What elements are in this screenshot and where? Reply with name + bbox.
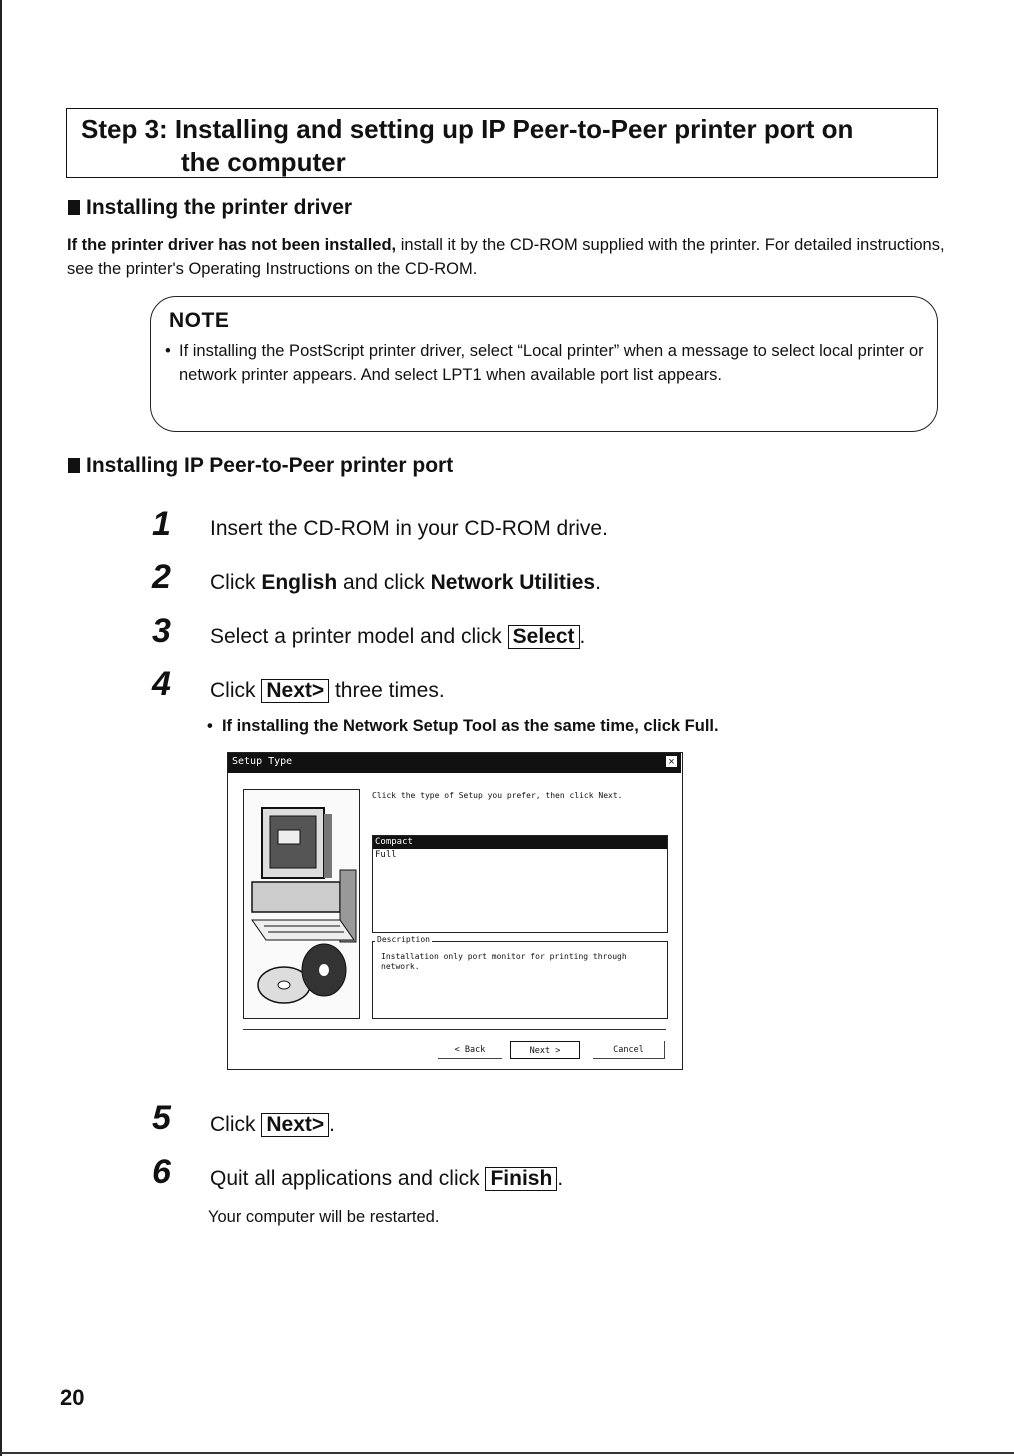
square-bullet-icon <box>68 458 80 473</box>
note-box <box>150 296 938 432</box>
next-key-label: Next> <box>261 1113 329 1137</box>
para-bold-text: If the printer driver has not been installed, <box>67 236 397 254</box>
dialog-instruction: Click the type of Setup you prefer, then click Next. <box>372 791 623 800</box>
description-label: Description <box>377 935 430 944</box>
step-text-part: three times. <box>329 679 445 702</box>
driver-paragraph <box>67 233 947 281</box>
next-button[interactable]: Next > <box>510 1041 580 1059</box>
list-item-compact[interactable]: Compact <box>373 836 667 849</box>
step-number: 5 <box>152 1099 171 1137</box>
step-number: 3 <box>152 612 171 650</box>
note-text: If installing the PostScript printer driver, select “Local printer” when a message to select local printer or network printer appears. And select LPT1 when available port list appears. <box>179 342 924 384</box>
step-text <box>210 571 601 595</box>
dialog-titlebar <box>228 753 681 773</box>
square-bullet-icon <box>68 200 80 215</box>
step-number: 2 <box>152 558 171 596</box>
note-title: NOTE <box>169 309 230 332</box>
step-text: Insert the CD-ROM in your CD-ROM drive. <box>210 517 608 540</box>
section-heading-text: Installing the printer driver <box>86 196 353 219</box>
computer-cd-illustration <box>244 790 359 1018</box>
step-text-part: . <box>557 1167 564 1190</box>
note-content <box>165 339 925 387</box>
step-title-line1: Step 3: Installing and setting up IP Peer-to-Peer printer port on <box>81 114 854 144</box>
step-bold-network-utilities: Network Utilities <box>430 571 596 594</box>
step-text-part: . <box>595 571 601 594</box>
section-heading-text: Installing IP Peer-to-Peer printer port <box>86 454 454 477</box>
step-text <box>210 679 445 703</box>
cancel-button[interactable]: Cancel <box>593 1041 665 1059</box>
sub-bullet-full: • If installing the Network Setup Tool as the same time, click Full. <box>207 717 719 735</box>
step-text-part: Click <box>210 679 262 702</box>
page-edge <box>0 0 2 1456</box>
step-text <box>210 625 585 649</box>
back-button[interactable]: < Back <box>438 1041 502 1059</box>
setup-type-list[interactable] <box>372 835 668 933</box>
close-icon[interactable]: × <box>665 755 678 768</box>
step-text <box>210 1167 563 1191</box>
page-number: 20 <box>60 1385 85 1410</box>
dialog-separator <box>243 1029 666 1030</box>
select-key-label: Select <box>508 625 580 649</box>
step-title-line2: the computer <box>181 147 346 177</box>
finish-key-label: Finish <box>485 1167 557 1191</box>
step-text-part: Select a printer model and click <box>210 625 508 648</box>
note-bullet: • <box>165 342 171 360</box>
step-text-part: . <box>579 625 586 648</box>
step-text-part: Click <box>210 571 262 594</box>
section-heading-driver <box>68 196 352 220</box>
step-heading-box <box>66 108 938 178</box>
step-text-part: Quit all applications and click <box>210 1167 486 1190</box>
dialog-title: Setup Type <box>232 756 293 767</box>
step-bold-english: English <box>261 571 338 594</box>
section-heading-port <box>68 454 453 478</box>
description-group <box>372 935 668 1019</box>
setup-type-dialog <box>227 752 683 1070</box>
step-number: 4 <box>152 665 171 703</box>
step-number: 1 <box>152 505 171 543</box>
step-text-part: Click <box>210 1113 262 1136</box>
step-text <box>210 1113 335 1137</box>
step-text-part: . <box>329 1113 335 1136</box>
list-item-full[interactable]: Full <box>375 850 397 860</box>
step-text-part: and click <box>337 571 431 594</box>
setup-illustration <box>243 789 360 1019</box>
step-number: 6 <box>152 1153 171 1191</box>
description-text: Installation only port monitor for printing through network. <box>381 952 627 971</box>
next-key-label: Next> <box>261 679 329 703</box>
para-text: install it by the CD-ROM supplied with the printer. For detailed instructions, see the printer's Operating Instructions on the CD-ROM. <box>67 236 945 278</box>
restart-note: Your computer will be restarted. <box>208 1208 440 1226</box>
sub-bullet-text: If installing the Network Setup Tool as the same time, click Full. <box>221 717 719 735</box>
page-edge-bottom <box>0 1452 1014 1454</box>
